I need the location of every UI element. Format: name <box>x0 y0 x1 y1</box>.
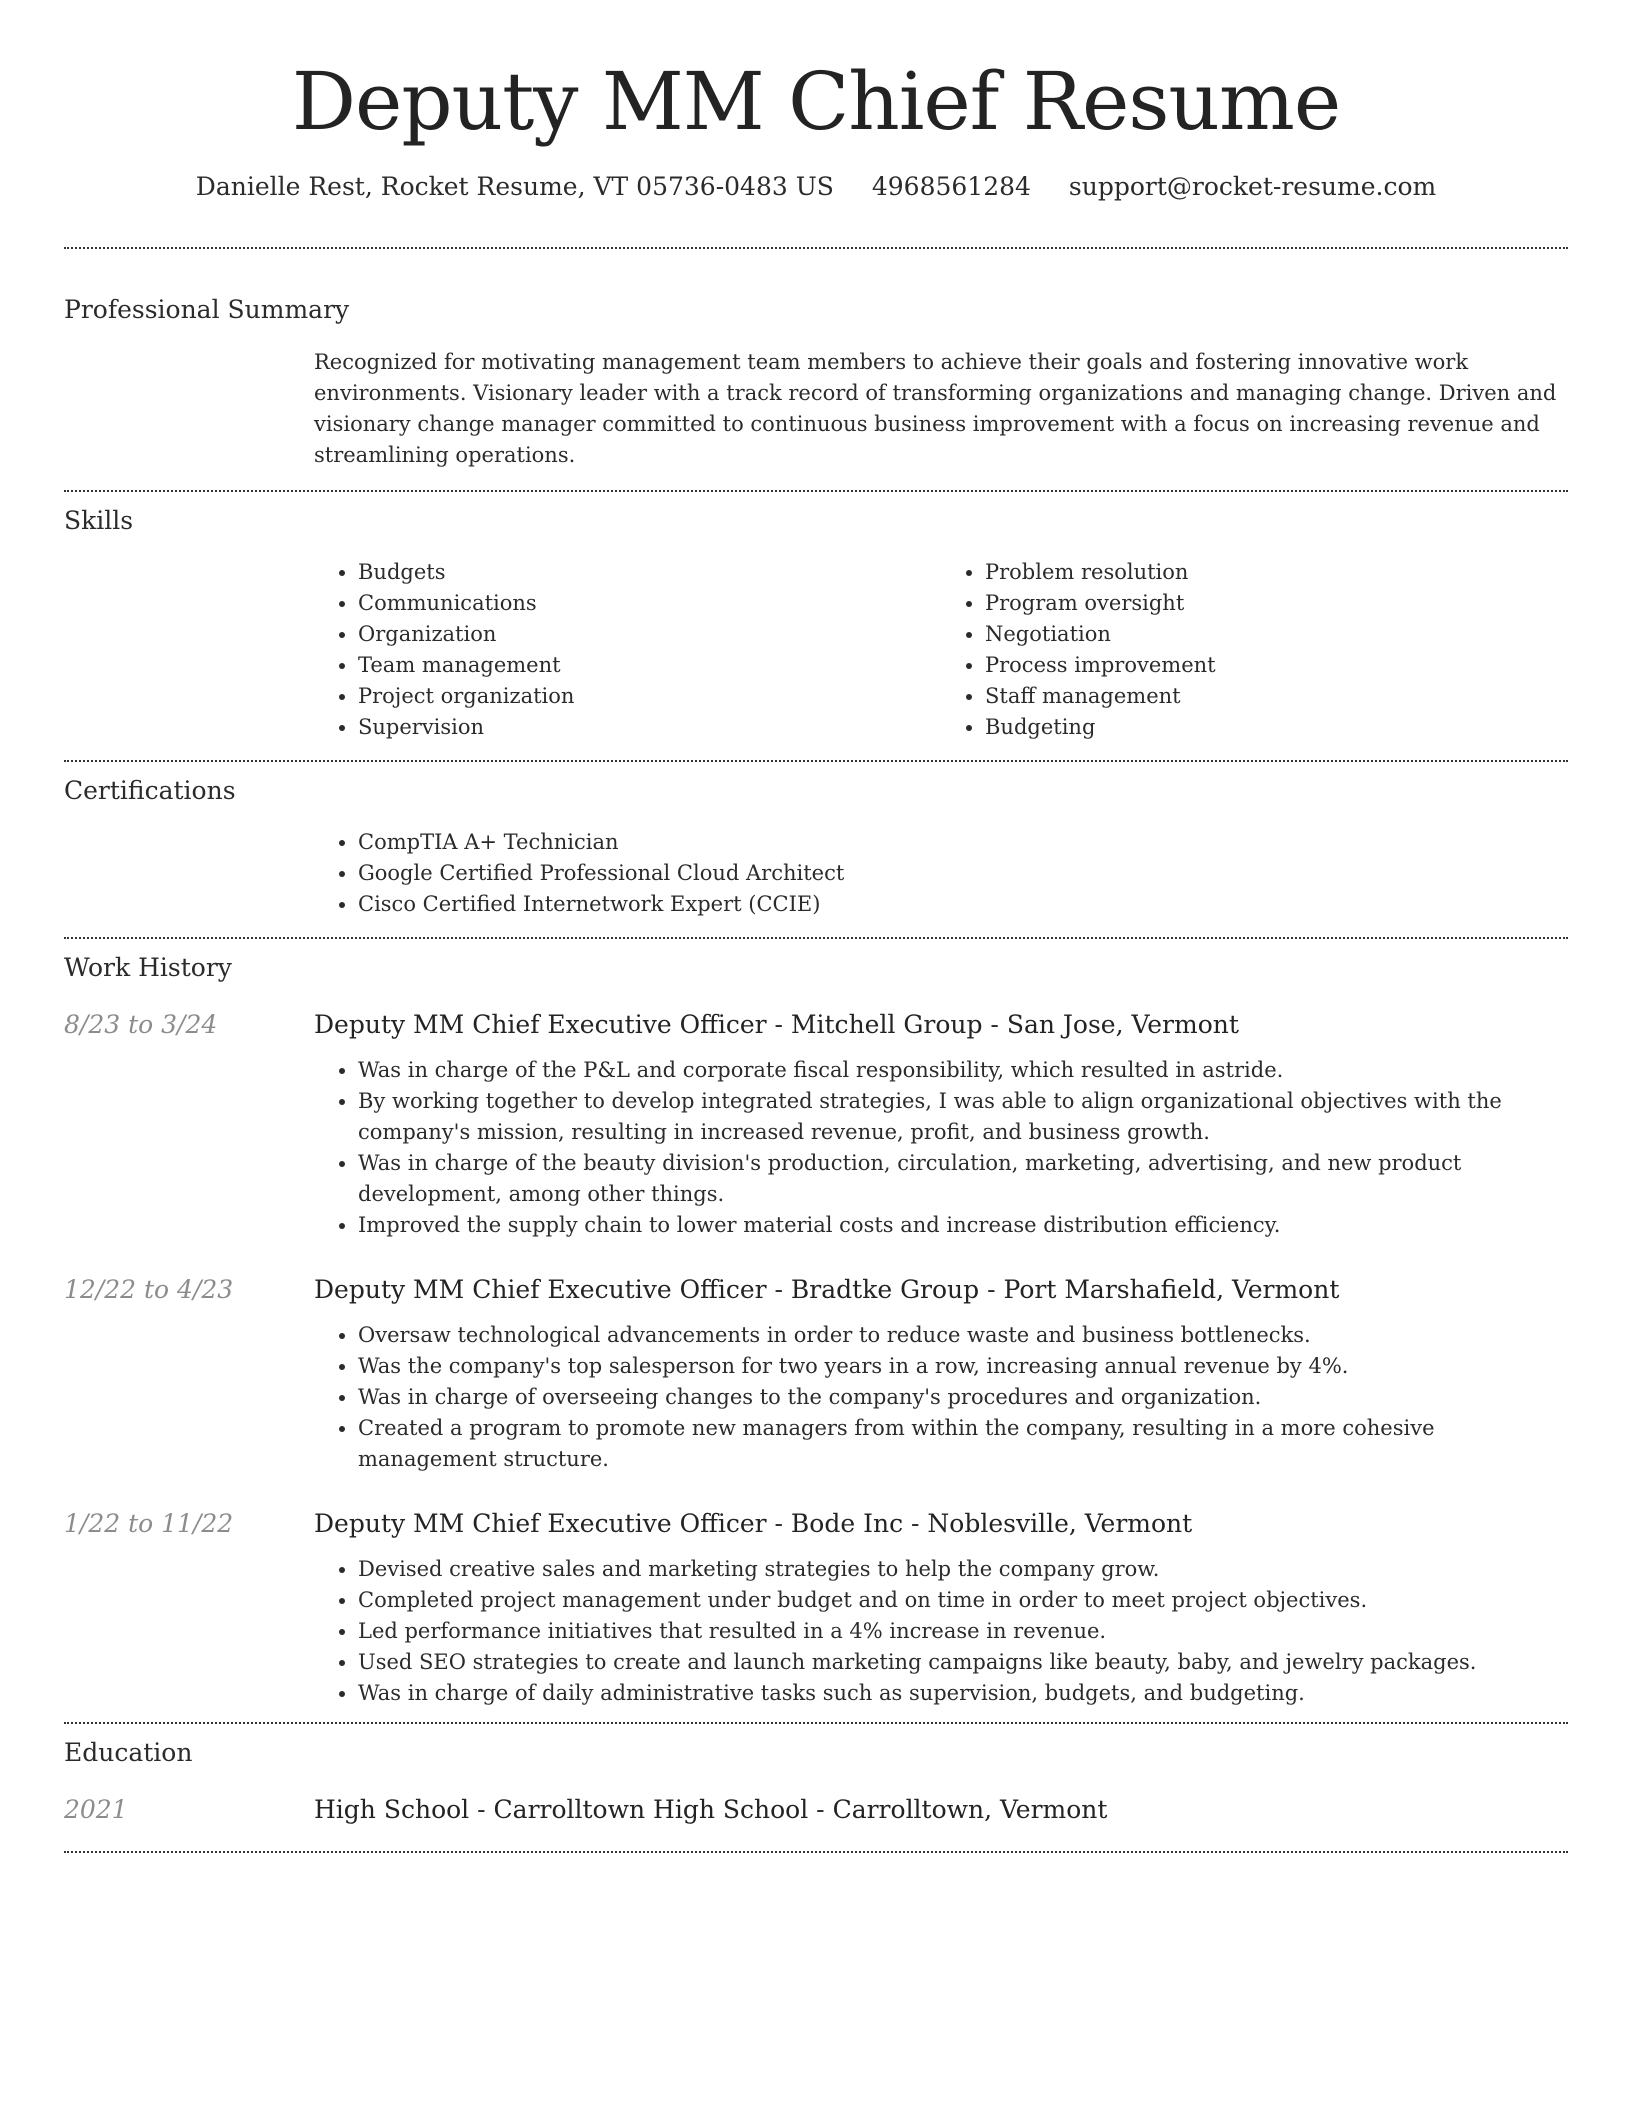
contact-address: Danielle Rest, Rocket Resume, VT 05736-0483 US <box>195 172 834 201</box>
resume-title: Deputy MM Chief Resume <box>291 55 1341 148</box>
skill-item: • Process improvement <box>985 650 1568 681</box>
divider <box>64 247 1568 249</box>
job-entry <box>64 1507 1568 1709</box>
job-header: Deputy MM Chief Executive Officer - Mitchell Group - San Jose, Vermont <box>314 1010 1239 1039</box>
education-degree: High School <box>314 1795 470 1824</box>
job-bullet: • Led performance initiatives that resulted in a 4% increase in revenue. <box>358 1616 1568 1647</box>
job-bullet: • Used SEO strategies to create and launch marketing campaigns like beauty, baby, and jewelry packages. <box>358 1647 1568 1678</box>
divider <box>64 760 1568 762</box>
job-dates: 1/22 to 11/22 <box>64 1509 234 1538</box>
job-bullet: • Was in charge of the P&L and corporate fiscal responsibility, which resulted in astride. <box>358 1055 1568 1086</box>
skill-item: • Budgets <box>358 557 941 588</box>
job-company: Bode Inc <box>790 1509 904 1538</box>
education-entry <box>64 1793 1568 1827</box>
job-entry <box>64 1273 1568 1475</box>
job-bullet: • Was in charge of daily administrative tasks such as supervision, budgets, and budgeting. <box>358 1678 1568 1709</box>
skills-list-right <box>941 557 1568 743</box>
job-header: Deputy MM Chief Executive Officer - Bradtke Group - Port Marshafield, Vermont <box>314 1275 1340 1304</box>
education-location: Carrolltown, Vermont <box>832 1795 1108 1824</box>
certification-item: • CompTIA A+ Technician <box>358 827 1568 858</box>
job-bullet: • Was in charge of the beauty division's production, circulation, marketing, advertising, and new product development, among other things. <box>358 1148 1568 1210</box>
certification-item: • Cisco Certified Internetwork Expert (CCIE) <box>358 889 1568 920</box>
skills-heading: Skills <box>64 506 134 535</box>
job-location: Noblesville, Vermont <box>927 1509 1193 1538</box>
contact-line <box>64 170 1568 204</box>
work-history-section <box>64 951 1568 1709</box>
job-company: Bradtke Group <box>790 1275 980 1304</box>
skill-item: • Staff management <box>985 681 1568 712</box>
skills-list-left <box>314 557 941 743</box>
skill-item: • Program oversight <box>985 588 1568 619</box>
job-company: Mitchell Group <box>790 1010 983 1039</box>
job-bullet: • By working together to develop integrated strategies, I was able to align organizational objectives with the company's mission, resulting in increased revenue, profit, and business growth. <box>358 1086 1568 1148</box>
work-history-heading: Work History <box>64 953 232 982</box>
job-dates: 12/22 to 4/23 <box>64 1275 234 1304</box>
summary-section <box>64 293 1568 471</box>
certifications-section <box>64 774 1568 920</box>
education-section <box>64 1736 1568 1827</box>
job-bullets <box>314 1554 1568 1709</box>
job-bullet: • Was the company's top salesperson for two years in a row, increasing annual revenue by 4%. <box>358 1351 1568 1382</box>
skill-item: • Budgeting <box>985 712 1568 743</box>
education-header: High School - Carrolltown High School - Carrolltown, Vermont <box>314 1795 1108 1824</box>
skill-item: • Organization <box>358 619 941 650</box>
job-location: Port Marshafield, Vermont <box>1003 1275 1340 1304</box>
skill-item: • Team management <box>358 650 941 681</box>
job-bullet: • Created a program to promote new managers from within the company, resulting in a more cohesive management structure. <box>358 1413 1568 1475</box>
job-title: Deputy MM Chief Executive Officer <box>314 1010 767 1039</box>
education-school: Carrolltown High School <box>493 1795 809 1824</box>
skill-item: • Negotiation <box>985 619 1568 650</box>
job-bullets <box>314 1320 1568 1475</box>
divider <box>64 1851 1568 1853</box>
skill-item: • Communications <box>358 588 941 619</box>
job-bullet: • Oversaw technological advancements in order to reduce waste and business bottlenecks. <box>358 1320 1568 1351</box>
skill-item: • Problem resolution <box>985 557 1568 588</box>
resume-page <box>64 0 1568 1853</box>
certification-item: • Google Certified Professional Cloud Architect <box>358 858 1568 889</box>
contact-phone: 4968561284 <box>871 172 1031 201</box>
job-title: Deputy MM Chief Executive Officer <box>314 1275 767 1304</box>
job-bullet: • Devised creative sales and marketing strategies to help the company grow. <box>358 1554 1568 1585</box>
job-title: Deputy MM Chief Executive Officer <box>314 1509 767 1538</box>
skills-section <box>64 504 1568 743</box>
education-heading: Education <box>64 1738 193 1767</box>
job-entry <box>64 1008 1568 1241</box>
job-bullets <box>314 1055 1568 1241</box>
summary-text: Recognized for motivating management team members to achieve their goals and fostering innovative work environments. Visionary leader with a track record of transforming organizations and managing change. Driven and visionary change manager committed to continuous business improvement with a focus on increasing revenue and streamlining operations. <box>314 350 1557 467</box>
divider <box>64 490 1568 492</box>
skill-item: • Project organization <box>358 681 941 712</box>
job-bullet: • Improved the supply chain to lower material costs and increase distribution efficiency. <box>358 1210 1568 1241</box>
job-bullet: • Was in charge of overseeing changes to the company's procedures and organization. <box>358 1382 1568 1413</box>
job-dates: 8/23 to 3/24 <box>64 1010 218 1039</box>
education-year: 2021 <box>64 1795 128 1824</box>
job-bullet: • Completed project management under budget and on time in order to meet project objectives. <box>358 1585 1568 1616</box>
job-location: San Jose, Vermont <box>1006 1010 1239 1039</box>
skill-item: • Supervision <box>358 712 941 743</box>
certifications-list <box>314 827 1568 920</box>
job-header: Deputy MM Chief Executive Officer - Bode Inc - Noblesville, Vermont <box>314 1509 1193 1538</box>
certifications-heading: Certifications <box>64 776 236 805</box>
summary-heading: Professional Summary <box>64 295 350 324</box>
contact-email: support@rocket-resume.com <box>1068 172 1437 201</box>
divider <box>64 937 1568 939</box>
divider <box>64 1722 1568 1724</box>
